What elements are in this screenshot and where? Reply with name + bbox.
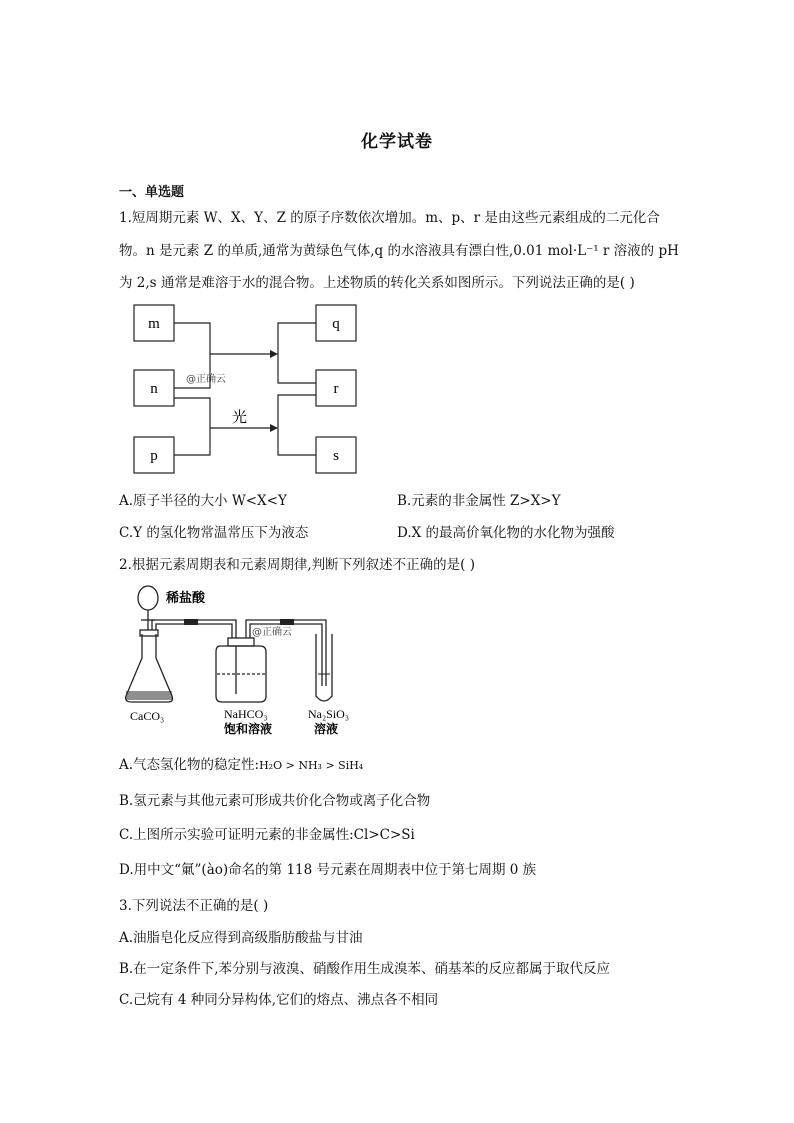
q1-stem-line3: 为 2,s 通常是难溶于水的混合物。上述物质的转化关系如图所示。下列说法正确的是( ) [119,275,635,291]
q2-option-c: C.上图所示实验可证明元素的非金属性:Cl>C>Si [119,827,415,843]
label-n: n [150,381,158,397]
q1-reaction-diagram [120,298,380,480]
q1-option-d: D.X 的最高价氧化物的水化物为强酸 [397,525,615,541]
tube-label-text: 溶液 [314,722,339,736]
q1-option-a: A.原子半径的大小 W<X<Y [119,493,287,509]
q1-option-b: B.元素的非金属性 Z>X>Y [397,493,561,509]
label-r: r [333,381,339,397]
bottle-label-text: 饱和溶液 [224,722,273,736]
watermark: @正确云 [186,374,226,385]
q2-apparatus-diagram [120,578,370,738]
q1-option-c: C.Y 的氢化物常温常压下为液态 [119,525,309,541]
q3-option-b: B.在一定条件下,苯分别与液溴、硝酸作用生成溴苯、硝基苯的反应都属于取代反应 [119,961,611,977]
bottle-label-formula: NaHCO₃ [224,707,268,721]
label-p: p [150,448,158,464]
q1-stem-line2: 物。n 是元素 Z 的单质,通常为黄绿色气体,q 的水溶液具有漂白性,0.01 mol·L⁻¹ r 溶液的 pH [119,243,679,259]
label-m: m [148,316,160,332]
label-s: s [333,448,339,464]
q3-option-a: A.油脂皂化反应得到高级脂肪酸盐与甘油 [119,930,363,946]
condition-light: 光 [232,408,248,426]
page-title: 化学试卷 [361,132,433,152]
q2-option-a-text: A.气态氢化物的稳定性: [119,757,260,773]
watermark: @正确云 [252,627,292,638]
q2-option-b: B.氢元素与其他元素可形成共价化合物或离子化合物 [119,793,431,809]
q2-option-a [119,753,363,773]
funnel-label: 稀盐酸 [166,591,206,606]
tube-label-formula: Na₂SiO₃ [308,707,350,721]
q3-option-c: C.己烷有 4 种同分异构体,它们的熔点、沸点各不相同 [119,992,439,1008]
q2-stem: 2.根据元素周期表和元素周期律,判断下列叙述不正确的是( ) [119,557,475,573]
section-heading: 一、单选题 [119,185,185,200]
label-q: q [332,316,340,332]
q2-option-a-formula: H₂O > NH₃ > SiH₄ [259,759,364,772]
q3-stem: 3.下列说法不正确的是( ) [119,898,269,914]
q1-stem-line1: 1.短周期元素 W、X、Y、Z 的原子序数依次增加。m、p、r 是由这些元素组成的二元化合 [119,210,660,226]
flask-label: CaCO₃ [130,709,165,723]
q2-option-d: D.用中文“氭”(ào)命名的第 118 号元素在周期表中位于第七周期 0 族 [119,862,537,878]
